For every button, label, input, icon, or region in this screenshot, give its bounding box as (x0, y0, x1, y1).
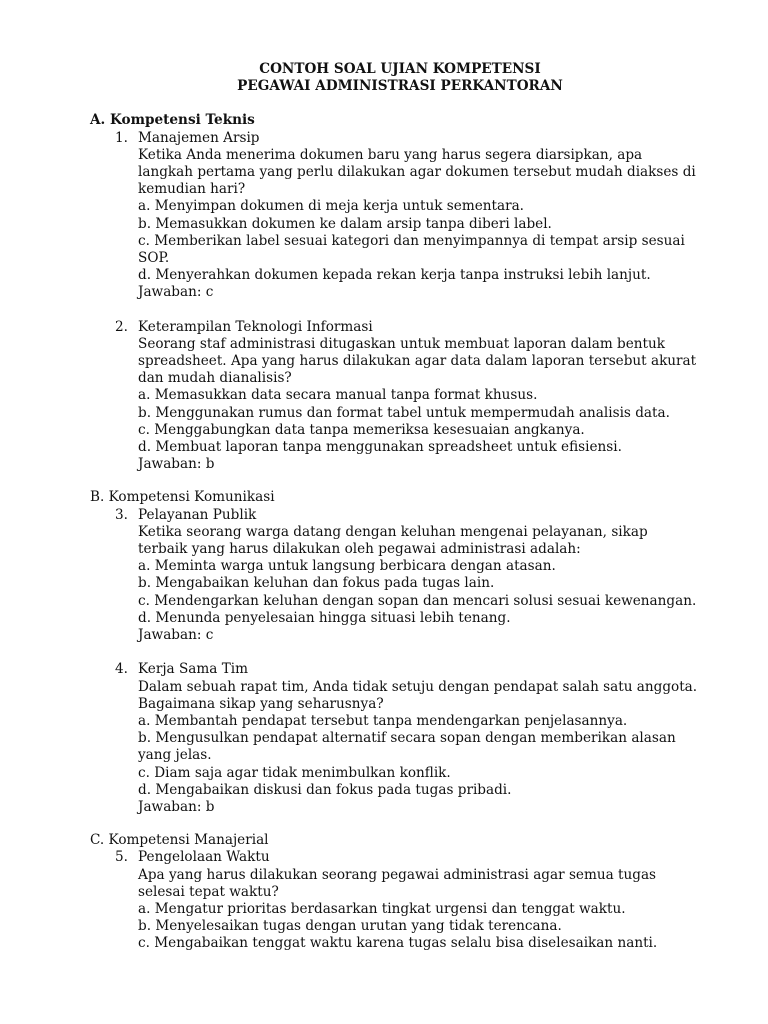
question-text: Seorang staf administrasi ditugaskan untuk membuat laporan dalam bentuk spreadsheet. Apa yang harus dilakukan agar data dalam laporan tersebut akurat dan mudah dianalisis? (138, 335, 697, 387)
option-c: c. Mendengarkan keluhan dengan sopan dan mencari solusi sesuai kewenangan. (138, 592, 697, 609)
question-text: Dalam sebuah rapat tim, Anda tidak setuju dengan pendapat salah satu anggota. Bagaimana sikap yang seharusnya? (138, 678, 698, 712)
answer: Jawaban: c (138, 284, 214, 301)
answer: Jawaban: b (138, 456, 215, 473)
question-5 (90, 849, 720, 952)
option-c: c. Menggabungkan data tanpa memeriksa kesesuaian angkanya. (138, 421, 585, 438)
document-title (90, 61, 710, 95)
question-topic: Keterampilan Teknologi Informasi (138, 318, 373, 335)
question-topic: Pengelolaan Waktu (138, 849, 270, 866)
option-a: a. Meminta warga untuk langsung berbicara dengan atasan. (138, 558, 556, 575)
section-a (90, 112, 720, 473)
answer: Jawaban: c (138, 627, 214, 644)
option-a: a. Membantah pendapat tersebut tanpa mendengarkan penjelasannya. (138, 712, 628, 729)
document-page (90, 61, 720, 953)
question-text: Ketika seorang warga datang dengan keluhan mengenai pelayanan, sikap terbaik yang harus dilakukan oleh pegawai administrasi adalah: (138, 523, 648, 558)
question-2 (90, 319, 720, 474)
answer: Jawaban: b (138, 798, 215, 815)
option-b: b. Mengabaikan keluhan dan fokus pada tugas lain. (138, 575, 495, 592)
option-c: c. Mengabaikan tenggat waktu karena tugas selalu bisa diselesaikan nanti. (138, 935, 658, 952)
option-b: b. Memasukkan dokumen ke dalam arsip tanpa diberi label. (138, 215, 552, 232)
option-a: a. Menyimpan dokumen di meja kerja untuk sementara. (138, 198, 525, 215)
question-topic: Pelayanan Publik (138, 506, 257, 523)
title-line-2: PEGAWAI ADMINISTRASI PERKANTORAN (237, 78, 563, 95)
question-text: Ketika Anda menerima dokumen baru yang harus segera diarsipkan, apa langkah pertama yang perlu dilakukan agar dokumen tersebut mudah diakses di kemudian hari? (138, 146, 696, 198)
section-heading: A. Kompetensi Teknis (90, 112, 255, 129)
question-topic: Manajemen Arsip (138, 129, 260, 146)
question-3 (90, 507, 720, 645)
option-c: c. Diam saja agar tidak menimbulkan konflik. (138, 764, 451, 781)
option-a: a. Mengatur prioritas berdasarkan tingkat urgensi dan tenggat waktu. (138, 900, 626, 917)
option-d: d. Mengabaikan diskusi dan fokus pada tugas pribadi. (138, 781, 512, 798)
question-number: 5. (115, 849, 128, 866)
option-d: d. Membuat laporan tanpa menggunakan spreadsheet untuk efisiensi. (138, 439, 622, 456)
question-number: 3. (115, 506, 128, 523)
question-number: 1. (115, 129, 128, 146)
question-number: 2. (115, 318, 128, 335)
question-topic: Kerja Sama Tim (138, 661, 249, 678)
question-4 (90, 661, 720, 816)
option-b: b. Menggunakan rumus dan format tabel untuk mempermudah analisis data. (138, 404, 670, 421)
section-heading: C. Kompetensi Manajerial (90, 832, 269, 849)
title-line-1: CONTOH SOAL UJIAN KOMPETENSI (259, 61, 541, 77)
section-heading: B. Kompetensi Komunikasi (90, 489, 275, 506)
option-d: d. Menyerahkan dokumen kepada rekan kerja tanpa instruksi lebih lanjut. (138, 267, 651, 284)
question-1 (90, 130, 720, 302)
option-a: a. Memasukkan data secara manual tanpa format khusus. (138, 387, 538, 404)
option-c: c. Memberikan label sesuai kategori dan menyimpannya di tempat arsip sesuai SOP. (138, 232, 685, 267)
section-c (90, 832, 720, 952)
section-b (90, 489, 720, 816)
question-text: Apa yang harus dilakukan seorang pegawai administrasi agar semua tugas selesai tepat waktu? (138, 866, 657, 900)
option-b: b. Mengusulkan pendapat alternatif secara sopan dengan memberikan alasan yang jelas. (138, 730, 676, 764)
question-number: 4. (115, 661, 128, 678)
option-b: b. Menyelesaikan tugas dengan urutan yang tidak terencana. (138, 918, 562, 935)
option-d: d. Menunda penyelesaian hingga situasi lebih tenang. (138, 609, 511, 626)
